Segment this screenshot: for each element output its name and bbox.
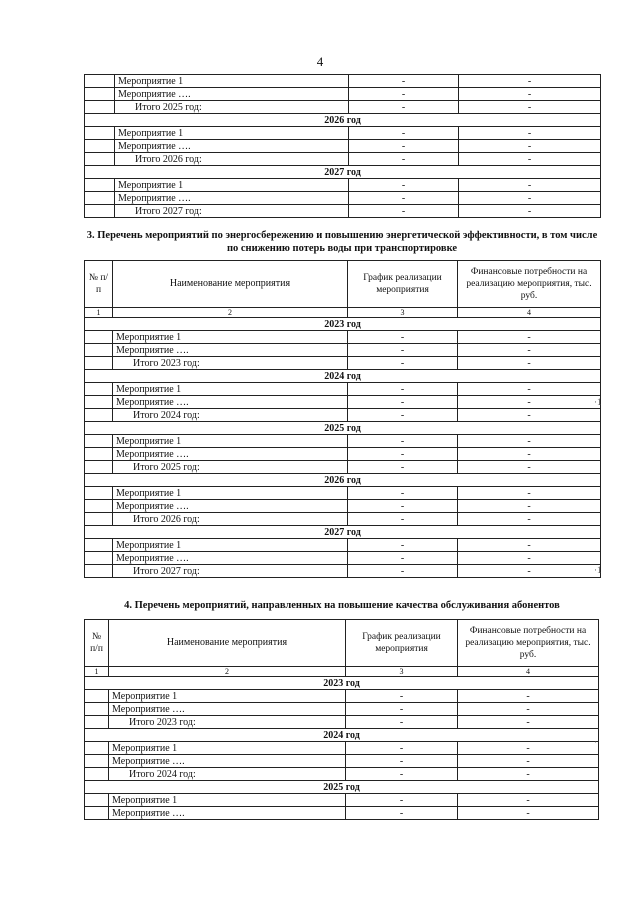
finance-cell: -: [458, 461, 601, 474]
table-row: [85, 755, 599, 768]
year-heading: 2027 год: [85, 526, 601, 539]
schedule-cell: -: [349, 179, 459, 192]
total-label: Итого 2024 год:: [109, 768, 346, 781]
column-numbers-row: [85, 667, 599, 677]
total-row: [85, 409, 601, 422]
year-row: [85, 114, 601, 127]
year-heading: 2026 год: [85, 474, 601, 487]
schedule-cell: -: [346, 690, 458, 703]
total-row: [85, 513, 601, 526]
total-label: Итого 2024 год:: [113, 409, 348, 422]
schedule-cell: -: [346, 742, 458, 755]
table-row: [85, 703, 599, 716]
col-number: 4: [458, 308, 601, 318]
col-number: 3: [348, 308, 458, 318]
total-row: [85, 357, 601, 370]
finance-cell: -: [458, 448, 601, 461]
total-row: [85, 565, 601, 578]
table-row: [85, 75, 601, 88]
year-row: [85, 526, 601, 539]
table-section3: [84, 260, 601, 578]
col-finance-header: Финансовые потребности на реализацию мероприятия, тыс. руб.: [458, 261, 601, 308]
finance-cell: -: [458, 703, 599, 716]
finance-cell: -: [459, 140, 601, 153]
event-name: Мероприятие ….: [109, 755, 346, 768]
event-name: Мероприятие ….: [113, 344, 348, 357]
column-numbers-row: [85, 308, 601, 318]
finance-cell: -: [459, 75, 601, 88]
event-name: Мероприятие ….: [109, 703, 346, 716]
event-name: Мероприятие 1: [113, 539, 348, 552]
schedule-cell: -: [349, 75, 459, 88]
schedule-cell: -: [346, 768, 458, 781]
schedule-cell: -: [348, 461, 458, 474]
table-row: [85, 127, 601, 140]
year-heading: 2027 год: [85, 166, 601, 179]
finance-cell: -: [458, 768, 599, 781]
table-row: [85, 794, 599, 807]
finance-cell: -: [459, 101, 601, 114]
total-label: Итого 2023 год:: [113, 357, 348, 370]
event-name: Мероприятие 1: [113, 487, 348, 500]
schedule-cell: -: [346, 794, 458, 807]
schedule-cell: -: [348, 539, 458, 552]
finance-cell: -: [459, 88, 601, 101]
total-row: [85, 153, 601, 166]
schedule-cell: -: [349, 153, 459, 166]
schedule-cell: -: [349, 205, 459, 218]
schedule-cell: -: [348, 500, 458, 513]
total-row: [85, 461, 601, 474]
event-name: Мероприятие 1: [113, 383, 348, 396]
event-name: Мероприятие 1: [109, 742, 346, 755]
schedule-cell: -: [348, 565, 458, 578]
total-row: [85, 205, 601, 218]
total-label: Итого 2025 год:: [113, 461, 348, 474]
finance-cell: -: [459, 205, 601, 218]
schedule-cell: -: [346, 703, 458, 716]
table-row: [85, 690, 599, 703]
table-row: [85, 396, 601, 409]
finance-cell: -: [458, 742, 599, 755]
table-row: [85, 179, 601, 192]
schedule-cell: -: [348, 331, 458, 344]
year-heading: 2023 год: [85, 677, 599, 690]
col-name-header: Наименование мероприятия: [113, 261, 348, 308]
total-label: Итого 2025 год:: [115, 101, 349, 114]
table-row: [85, 331, 601, 344]
finance-cell: -: [458, 383, 601, 396]
section3-title: 3. Перечень мероприятий по энергосбережению и повышению энергетической эффективности, в том числе по снижению потерь воды при транспортировке: [86, 230, 598, 254]
col-name-header: Наименование мероприятия: [109, 620, 346, 667]
table-section4: [84, 619, 599, 820]
col-schedule-header: График реализации мероприятия: [346, 620, 458, 667]
schedule-cell: -: [348, 409, 458, 422]
finance-cell: -: [458, 690, 599, 703]
schedule-cell: -: [349, 88, 459, 101]
event-name: Мероприятие 1: [115, 75, 349, 88]
col-number: 1: [85, 667, 109, 677]
finance-cell: -: [458, 565, 601, 578]
event-name: Мероприятие 1: [109, 794, 346, 807]
finance-cell: -: [458, 357, 601, 370]
schedule-cell: -: [348, 487, 458, 500]
event-name: Мероприятие ….: [109, 807, 346, 820]
finance-cell: -: [458, 807, 599, 820]
table-row: [85, 192, 601, 205]
margin-mark: ·: [594, 737, 597, 747]
finance-cell: -: [458, 396, 601, 409]
schedule-cell: -: [349, 192, 459, 205]
finance-cell: -: [458, 794, 599, 807]
table-row: [85, 500, 601, 513]
col-schedule-header: График реализации мероприятия: [348, 261, 458, 308]
page-number: 4: [316, 54, 324, 69]
table-row: [85, 552, 601, 565]
finance-cell: -: [458, 552, 601, 565]
table-row: [85, 487, 601, 500]
col-number: 3: [346, 667, 458, 677]
year-row: [85, 318, 601, 331]
schedule-cell: -: [348, 448, 458, 461]
col-num-header: № п/п: [85, 261, 113, 308]
finance-cell: -: [459, 179, 601, 192]
total-label: Итого 2027 год:: [115, 205, 349, 218]
event-name: Мероприятие 1: [113, 331, 348, 344]
event-name: Мероприятие 1: [109, 690, 346, 703]
header-row: [85, 261, 601, 308]
event-name: Мероприятие ….: [115, 192, 349, 205]
finance-cell: -: [458, 755, 599, 768]
year-row: [85, 474, 601, 487]
event-name: Мероприятие ….: [113, 448, 348, 461]
event-name: Мероприятие 1: [115, 127, 349, 140]
finance-cell: -: [458, 331, 601, 344]
table-row: [85, 742, 599, 755]
finance-cell: -: [458, 716, 599, 729]
total-label: Итого 2027 год:: [113, 565, 348, 578]
event-name: Мероприятие ….: [115, 140, 349, 153]
schedule-cell: -: [348, 357, 458, 370]
finance-cell: -: [458, 344, 601, 357]
table-row: [85, 448, 601, 461]
year-heading: 2023 год: [85, 318, 601, 331]
schedule-cell: -: [348, 513, 458, 526]
finance-cell: -: [458, 409, 601, 422]
finance-cell: -: [459, 192, 601, 205]
schedule-cell: -: [346, 716, 458, 729]
schedule-cell: -: [346, 755, 458, 768]
schedule-cell: -: [348, 344, 458, 357]
total-label: Итого 2026 год:: [113, 513, 348, 526]
schedule-cell: -: [349, 127, 459, 140]
year-row: [85, 422, 601, 435]
finance-cell: -: [459, 153, 601, 166]
year-heading: 2024 год: [85, 729, 599, 742]
table-row: [85, 344, 601, 357]
section4-title: 4. Перечень мероприятий, направленных на повышение качества обслуживания абонентов: [124, 600, 560, 611]
year-row: [85, 166, 601, 179]
finance-cell: -: [458, 487, 601, 500]
col-number: 2: [109, 667, 346, 677]
finance-cell: -: [458, 513, 601, 526]
event-name: Мероприятие ….: [113, 552, 348, 565]
finance-cell: -: [458, 435, 601, 448]
year-heading: 2026 год: [85, 114, 601, 127]
total-row: [85, 101, 601, 114]
schedule-cell: -: [348, 383, 458, 396]
event-name: Мероприятие ….: [115, 88, 349, 101]
total-label: Итого 2026 год:: [115, 153, 349, 166]
year-row: [85, 677, 599, 690]
year-row: [85, 370, 601, 383]
event-name: Мероприятие ….: [113, 500, 348, 513]
finance-cell: -: [458, 500, 601, 513]
finance-cell: -: [458, 539, 601, 552]
finance-cell: -: [459, 127, 601, 140]
col-num-header: № п/п: [85, 620, 109, 667]
year-row: [85, 781, 599, 794]
schedule-cell: -: [346, 807, 458, 820]
year-heading: 2025 год: [85, 422, 601, 435]
total-label: Итого 2023 год:: [109, 716, 346, 729]
schedule-cell: -: [349, 101, 459, 114]
table-section2-continuation: [84, 74, 601, 218]
header-row: [85, 620, 599, 667]
event-name: Мероприятие 1: [115, 179, 349, 192]
total-row: [85, 716, 599, 729]
event-name: Мероприятие ….: [113, 396, 348, 409]
schedule-cell: -: [348, 552, 458, 565]
col-finance-header: Финансовые потребности на реализацию мероприятия, тыс. руб.: [458, 620, 599, 667]
table-row: [85, 539, 601, 552]
table-row: [85, 807, 599, 820]
col-number: 1: [85, 308, 113, 318]
schedule-cell: -: [349, 140, 459, 153]
year-heading: 2025 год: [85, 781, 599, 794]
schedule-cell: -: [348, 435, 458, 448]
col-number: 4: [458, 667, 599, 677]
table-row: [85, 383, 601, 396]
table-row: [85, 435, 601, 448]
year-heading: 2024 год: [85, 370, 601, 383]
margin-mark: ·1: [594, 397, 602, 407]
event-name: Мероприятие 1: [113, 435, 348, 448]
col-number: 2: [113, 308, 348, 318]
margin-mark: ·1: [594, 565, 602, 575]
schedule-cell: -: [348, 396, 458, 409]
total-row: [85, 768, 599, 781]
year-row: [85, 729, 599, 742]
table-row: [85, 140, 601, 153]
table-row: [85, 88, 601, 101]
